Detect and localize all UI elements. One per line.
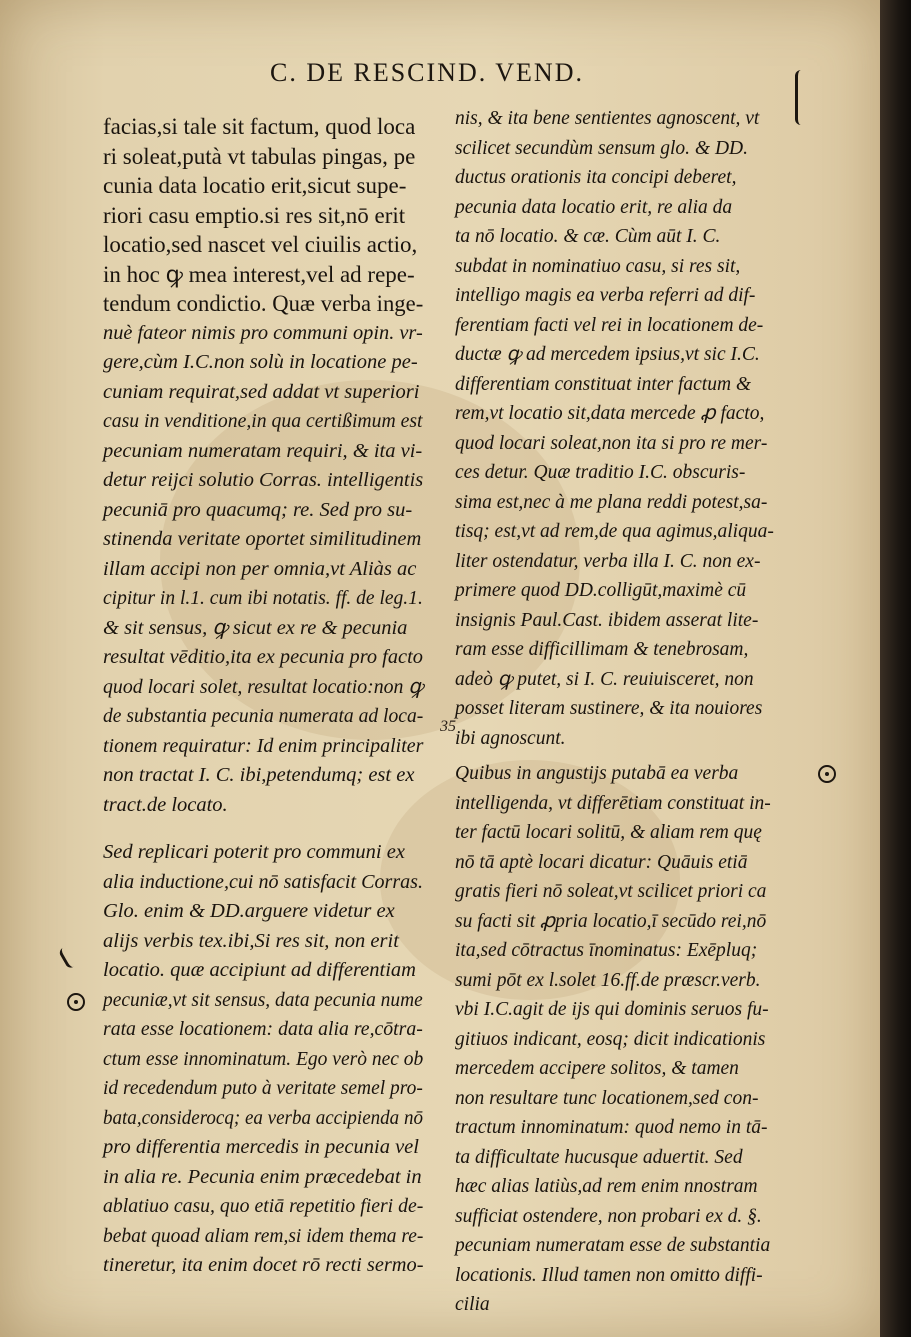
text-line: ductæ ꝙ ad mercedem ipsius,vt sic I.C. bbox=[455, 344, 760, 365]
text-line: quod locari solet, resultat locatio:non ꝙ bbox=[103, 675, 424, 698]
text-line: primere quod DD.colligūt,maximè cū bbox=[455, 580, 747, 601]
text-line: facias,si tale sit factum, quod loca bbox=[103, 114, 416, 139]
text-line: ri soleat,putà vt tabulas pingas, pe bbox=[103, 143, 416, 169]
text-line: pro differentia mercedis in pecunia vel bbox=[103, 1136, 419, 1158]
left-text-column bbox=[103, 112, 423, 1281]
right-text-column bbox=[455, 104, 790, 1320]
text-line: casu in venditione,in qua certißimum est bbox=[103, 410, 423, 432]
text-line: nis, & ita bene sentientes agnoscent, vt bbox=[455, 108, 760, 129]
text-line: ram esse difficillimam & tenebrosam, bbox=[455, 639, 749, 660]
text-line: nuè fateor nimis pro communi opin. vr- bbox=[103, 321, 423, 344]
text-line: sima est,nec à me plana reddi potest,sa- bbox=[455, 491, 768, 513]
text-line: pecuniam numeratam esse de substantia bbox=[455, 1235, 771, 1256]
text-line: vbi I.C.agit de ijs qui dominis seruos fu- bbox=[455, 999, 769, 1020]
text-line: intelligo magis ea verba referri ad dif- bbox=[455, 285, 756, 306]
margin-circle-mark-right bbox=[818, 765, 836, 783]
margin-circle-mark-left bbox=[67, 993, 85, 1011]
text-line: ibi agnoscunt. bbox=[455, 727, 566, 749]
text-line: hæc alias latiùs,ad rem enim nnostram bbox=[455, 1176, 758, 1197]
text-line: pecuniā pro quacumq; re. Sed pro su- bbox=[103, 498, 413, 521]
text-line: ta nō locatio. & cæ. Cùm aūt I. C. bbox=[455, 226, 721, 247]
text-line: Glo. enim & DD.arguere videtur ex bbox=[103, 900, 395, 922]
text-line: locationis. Illud tamen non omitto diffi- bbox=[455, 1264, 763, 1286]
margin-hook-mark bbox=[58, 942, 84, 970]
text-line: illam accipi non per omnia,vt Aliàs ac bbox=[103, 557, 417, 580]
text-line: tendum condictio. Quæ verba inge- bbox=[103, 291, 424, 316]
text-line: pecunia data locatio erit, re alia da bbox=[455, 196, 733, 218]
text-line: riori casu emptio.si res sit,nō erit bbox=[103, 202, 406, 228]
text-line: cipitur in l.1. cum ibi notatis. ff. de leg.1. bbox=[103, 587, 423, 609]
text-line: scilicet secundùm sensum glo. & DD. bbox=[455, 137, 748, 159]
text-line: Sed replicari poterit pro communi ex bbox=[103, 841, 405, 863]
text-line: cilia bbox=[455, 1294, 490, 1315]
text-line: ita,sed cōtractus īnominatus: Exēpluq; bbox=[455, 940, 758, 961]
text-line: non tractat I. C. ibi,petendumq; est ex bbox=[103, 764, 415, 786]
text-line: locatio. quæ accipiunt ad differentiam bbox=[103, 959, 416, 981]
text-line: ductus orationis ita concipi deberet, bbox=[455, 167, 737, 188]
text-line: Quibus in angustijs putabā ea verba bbox=[455, 763, 739, 784]
text-line: alia inductione,cui nō satisfacit Corras. bbox=[103, 870, 423, 893]
text-line: id recedendum puto à veritate semel pro- bbox=[103, 1077, 423, 1099]
text-line: in hoc ꝙ mea interest,vel ad repe- bbox=[103, 261, 415, 287]
text-line: detur reijci solutio Corras. intelligentis bbox=[103, 469, 424, 491]
margin-line-number: 35 bbox=[440, 718, 456, 735]
text-line: stinenda veritate oportet similitudinem bbox=[103, 528, 422, 550]
text-line: subdat in nominatiuo casu, si res sit, bbox=[455, 255, 741, 277]
text-line: rata esse locationem: data alia re,cōtra- bbox=[103, 1018, 423, 1040]
text-line: ta difficultate hucusque aduertit. Sed bbox=[455, 1146, 743, 1168]
text-line: pecuniam numeratam requiri, & ita vi- bbox=[103, 439, 423, 462]
margin-bracket-mark bbox=[795, 70, 808, 125]
text-line: gere,cùm I.C.non solù in locatione pe- bbox=[103, 351, 418, 373]
text-line: de substantia pecunia numerata ad loca- bbox=[103, 705, 424, 727]
paragraph-gap bbox=[103, 820, 423, 838]
text-line: pecuniæ,vt sit sensus, data pecunia nume bbox=[103, 988, 423, 1011]
text-line: insignis Paul.Cast. ibidem asserat lite- bbox=[455, 609, 759, 631]
text-line: & sit sensus, ꝙ sicut ex re & pecunia bbox=[103, 616, 408, 639]
text-line: ablatiuo casu, quo etiā repetitio fieri de- bbox=[103, 1195, 424, 1217]
text-line: adeò ꝙ putet, si I. C. reuiuisceret, non bbox=[455, 668, 754, 690]
text-line: sumi pōt ex l.solet 16.ff.de præscr.verb. bbox=[455, 969, 761, 991]
text-line: alijs verbis tex.ibi,Si res sit, non erit bbox=[103, 929, 399, 952]
text-line: gratis fieri nō soleat,vt scilicet priori ca bbox=[455, 881, 767, 902]
text-line: bata,considerocq; ea verba accipienda nō bbox=[103, 1106, 423, 1129]
text-line: tractum innominatum: quod nemo in tā- bbox=[455, 1117, 768, 1138]
text-line: non resultare tunc locationem,sed con- bbox=[455, 1087, 759, 1109]
text-line: ter factū locari solitū, & aliam rem quę bbox=[455, 822, 762, 843]
text-line: quod locari soleat,non ita si pro re mer- bbox=[455, 432, 768, 454]
text-line: intelligenda, vt differētiam constituat in- bbox=[455, 792, 771, 814]
text-line: posset literam sustinere, & ita nouiores bbox=[455, 698, 763, 719]
text-line: resultat vēditio,ita ex pecunia pro facto bbox=[103, 646, 423, 668]
text-line: ctum esse innominatum. Ego verò nec ob bbox=[103, 1047, 424, 1070]
text-line: locatio,sed nascet vel ciuilis actio, bbox=[103, 232, 418, 257]
text-line: nō tā aptè locari dicatur: Quāuis etiā bbox=[455, 851, 748, 873]
text-line: sufficiat ostendere, non probari ex d. §. bbox=[455, 1205, 762, 1227]
text-line: mercedem accipere solitos, & tamen bbox=[455, 1058, 739, 1079]
text-line: tineretur, ita enim docet rō recti sermo- bbox=[103, 1254, 424, 1276]
text-line: gitiuos indicant, eosq; dicit indicationis bbox=[455, 1028, 766, 1050]
running-title: C. DE RESCIND. VEND. bbox=[270, 58, 584, 87]
text-line: ces detur. Quæ traditio I.C. obscuris- bbox=[455, 462, 746, 483]
text-line: su facti sit ꝓpria locatio,ī secūdo rei,nō bbox=[455, 910, 767, 932]
text-line: ferentiam facti vel rei in locationem de- bbox=[455, 314, 764, 336]
binding-edge bbox=[880, 0, 911, 1337]
text-line: tionem requiratur: Id enim principaliter bbox=[103, 734, 424, 757]
text-line: liter ostendatur, verba illa I. C. non ex- bbox=[455, 550, 761, 572]
text-line: cuniam requirat,sed addat vt superiori bbox=[103, 380, 420, 403]
text-line: in alia re. Pecunia enim præcedebat in bbox=[103, 1165, 422, 1188]
text-line: cunia data locatio erit,sicut supe- bbox=[103, 173, 407, 198]
text-line: rem,vt locatio sit,data mercede ꝓ facto, bbox=[455, 403, 765, 424]
text-line: bebat quoad aliam rem,si idem thema re- bbox=[103, 1224, 424, 1247]
text-line: tract.de locato. bbox=[103, 793, 228, 816]
text-line: tisq; est,vt ad rem,de qua agimus,aliqua- bbox=[455, 521, 774, 542]
text-line: differentiam constituat inter factum & bbox=[455, 373, 752, 395]
